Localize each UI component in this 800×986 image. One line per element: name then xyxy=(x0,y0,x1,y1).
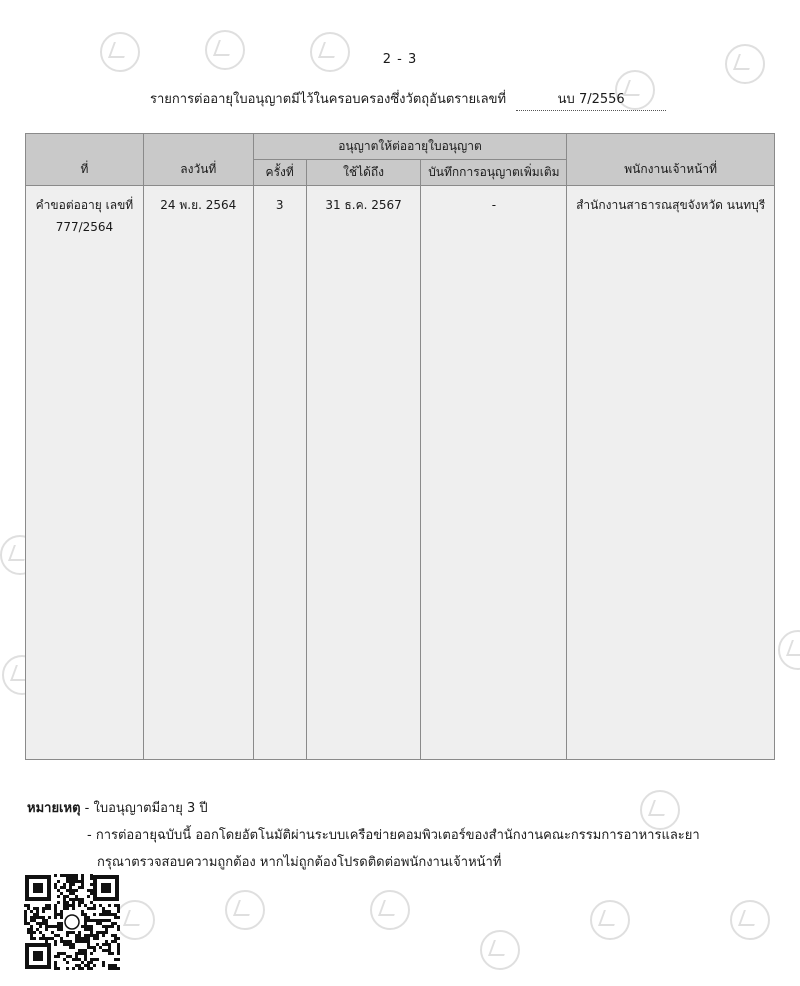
cell-no xyxy=(26,186,144,760)
remarks-line-2: - การต่ออายุฉบับนี้ ออกโดยอัตโนมัติผ่านระบบเครือข่ายคอมพิวเตอร์ของสำนักงานคณะกรรมการอาหารและยา xyxy=(87,828,700,843)
header-date: ลงวันที่ xyxy=(143,134,253,186)
header-note: บันทึกการอนุญาตเพิ่มเติม xyxy=(421,160,567,186)
cell-note: - xyxy=(421,186,567,760)
cell-date: 24 พ.ย. 2564 xyxy=(143,186,253,760)
page-number: 2 - 3 xyxy=(382,52,418,67)
qr-code-icon xyxy=(24,874,120,970)
header-no: ที่ xyxy=(26,134,144,186)
cell-times: 3 xyxy=(253,186,306,760)
table-row xyxy=(26,186,775,760)
cell-valid-until: 31 ธ.ค. 2567 xyxy=(306,186,421,760)
heading-text: รายการต่ออายุใบอนุญาตมีไว้ในครอบครองซึ่งวัตถุอันตรายเลขที่ xyxy=(150,92,507,107)
remarks-label: หมายเหตุ xyxy=(27,801,81,816)
header-times: ครั้งที่ xyxy=(253,160,306,186)
cell-officer: สำนักงานสาธารณสุขจังหวัด นนทบุรี xyxy=(567,186,775,760)
request-label: คำขอต่ออายุ เลขที่ xyxy=(35,198,134,212)
header-valid-until: ใช้ได้ถึง xyxy=(306,160,421,186)
remarks xyxy=(27,795,700,876)
document-heading xyxy=(150,88,666,111)
header-renewal-group: อนุญาตให้ต่ออายุใบอนุญาต xyxy=(253,134,567,160)
renewal-table xyxy=(25,133,775,760)
license-number: นบ 7/2556 xyxy=(516,88,666,111)
remarks-line-1: - ใบอนุญาตมีอายุ 3 ปี xyxy=(80,801,208,816)
header-officer: พนักงานเจ้าหน้าที่ xyxy=(567,134,775,186)
remarks-line-3: กรุณาตรวจสอบความถูกต้อง หากไม่ถูกต้องโปรดติดต่อพนักงานเจ้าหน้าที่ xyxy=(97,855,502,870)
request-number: 777/2564 xyxy=(55,220,114,234)
